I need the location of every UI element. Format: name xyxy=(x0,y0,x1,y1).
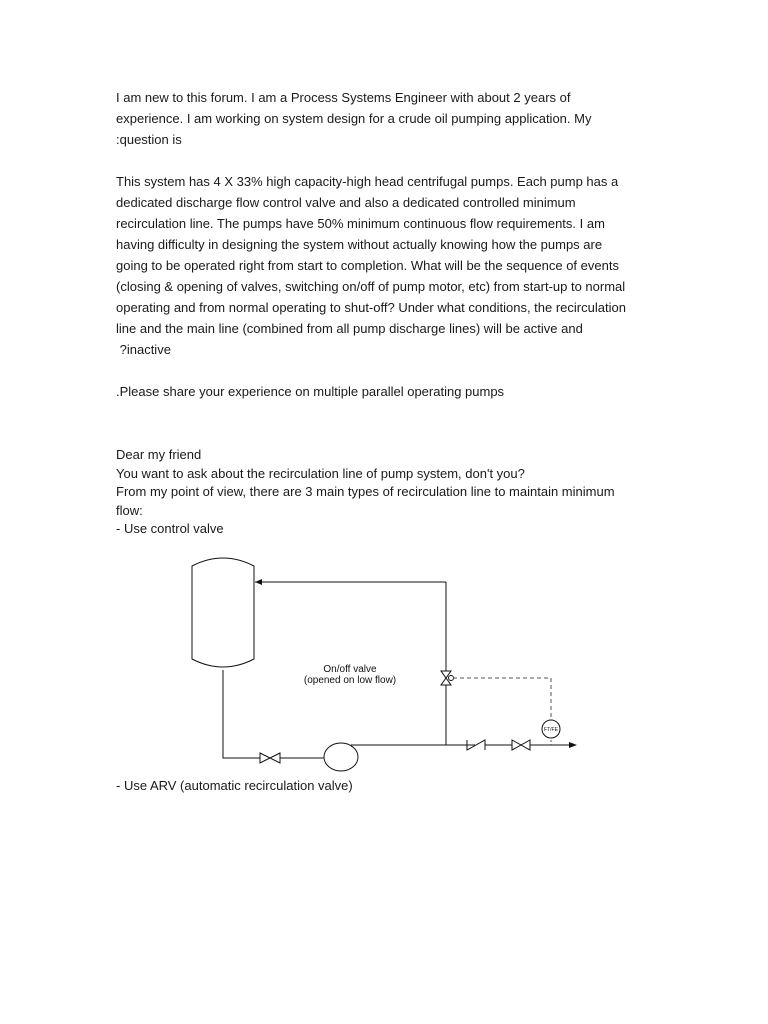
gate-valve-icon xyxy=(260,753,270,763)
centrifugal-pump-icon xyxy=(324,743,358,771)
text-line: This system has 4 X 33% high capacity-high head centrifugal pumps. Each pump has a xyxy=(116,174,619,189)
text-line: :question is xyxy=(116,132,182,147)
suction-line xyxy=(223,670,260,758)
text-line: Dear my friend xyxy=(116,447,202,462)
vessel xyxy=(192,558,254,667)
text-line: - Use control valve xyxy=(116,521,224,536)
text-line: You want to ask about the recirculation line of pump system, don't you? xyxy=(116,465,525,481)
text-line: flow: xyxy=(116,502,143,518)
answer-arv-line xyxy=(116,775,656,796)
answer-paragraph xyxy=(116,446,656,539)
gate-valve-icon xyxy=(270,753,280,763)
text-line: having difficulty in designing the system without actually knowing how the pumps are xyxy=(116,237,603,252)
text-line: I am new to this forum. I am a Process Systems Engineer with about 2 years of xyxy=(116,90,571,105)
signal-line xyxy=(453,678,551,720)
text-line: (closing & opening of valves, switching on/off of pump motor, etc) from start-up to normal xyxy=(116,279,626,294)
text-line: dedicated discharge flow control valve and also a dedicated controlled minimum xyxy=(116,195,576,210)
question-closing-paragraph xyxy=(116,381,656,402)
gate-valve-icon xyxy=(512,740,521,750)
text-line: experience. I am working on system design for a crude oil pumping application. My xyxy=(116,111,592,126)
text-line: recirculation line. The pumps have 50% minimum continuous flow requirements. I am xyxy=(116,216,605,231)
question-body-paragraph xyxy=(116,171,656,360)
text-line: From my point of view, there are 3 main types of recirculation line to maintain minimum xyxy=(116,484,615,499)
gate-valve-icon xyxy=(521,740,530,750)
valve-label: (opened on low flow) xyxy=(303,675,397,686)
text-line: line and the main line (combined from all pump discharge lines) will be active and xyxy=(116,321,583,336)
flow-arrow-icon xyxy=(569,742,577,748)
text-line: .Please share your experience on multiple parallel operating pumps xyxy=(116,384,505,399)
valve-label: On/off valve xyxy=(323,664,377,675)
text-line: ?inactive xyxy=(116,342,171,357)
flow-arrow-icon xyxy=(255,579,262,585)
instrument-tag: FT/FE xyxy=(544,727,558,733)
text-line: going to be operated right from start to completion. What will be the sequence of events xyxy=(116,258,619,273)
text-line: - Use ARV (automatic recirculation valve) xyxy=(116,778,353,793)
question-intro-paragraph xyxy=(116,87,656,150)
recirculation-control-valve-diagram xyxy=(185,548,585,778)
text-line: operating and from normal operating to shut-off? Under what conditions, the recirculation xyxy=(116,300,626,315)
